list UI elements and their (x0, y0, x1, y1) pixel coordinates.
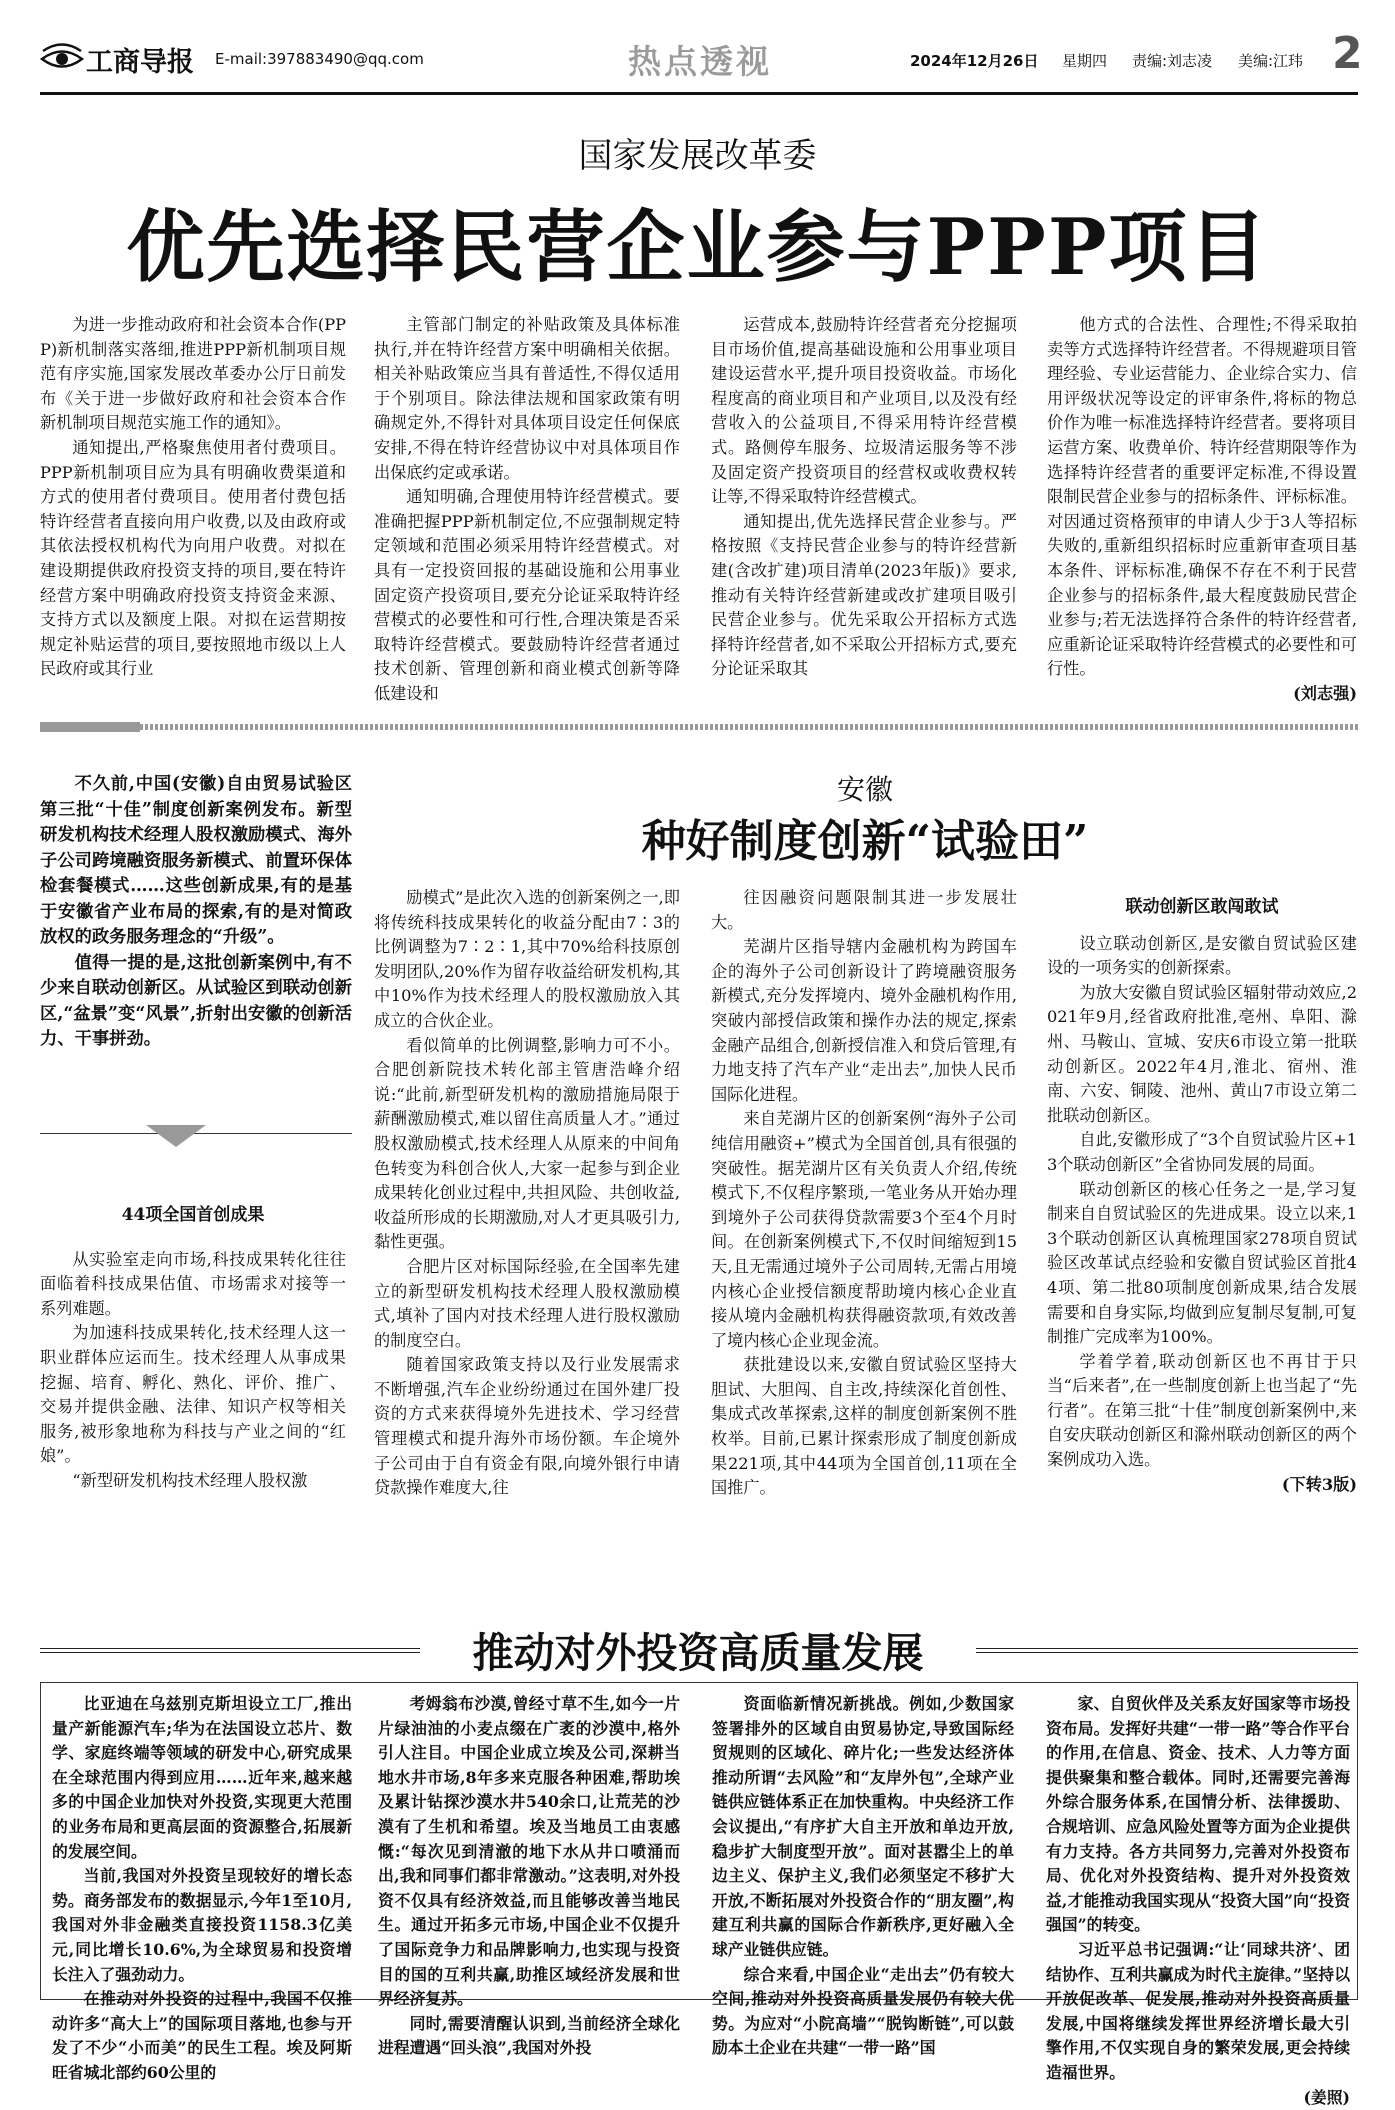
chevron-down-icon (146, 1125, 206, 1147)
paragraph: 励模式”是此次入选的创新案例之一,即将传统科技成果转化的收益分配由7∶3的比例调整为7∶2∶1,其中70%给科技原创发明团队,20%作为留存收益给研发机构,其中10%作为技术经理人的股权激励放入其成立的合伙企业。 (374, 886, 680, 1034)
subheading: 联动创新区敢闯敢试 (1047, 895, 1357, 920)
paragraph: 学着学着,联动创新区也不再甘于只当“后来者”,在一些制度创新上也当起了“先行者”。在第三批“十佳”制度创新案例中,来自安庆联动创新区和滁州联动创新区的两个案例成功入选。 (1047, 1350, 1357, 1473)
masthead (40, 28, 1358, 88)
paragraph: 主管部门制定的补贴政策及具体标准执行,并在特许经营方案中明确相关依据。相关补贴政策应当具有普适性,不得仅适用于个别项目。除法律法规和国家政策有明确规定外,不得针对具体项目设定任何保底安排,不得在特许经营协议中对具体项目作出保底约定或承诺。 (374, 313, 680, 485)
paragraph: 值得一提的是,这批创新案例中,有不少来自联动创新区。从试验区到联动创新区,“盆景”变“风景”,折射出安徽的创新活力、干事拼劲。 (40, 951, 352, 1053)
article-2-lead (40, 772, 352, 1128)
paragraph: 习近平总书记强调:“让‘同球共济’、团结协作、互利共赢成为时代主旋律。”坚持以开放促改革、促发展,推动对外投资高质量发展,中国将继续发挥世界经济增长最大引擎作用,不仅实现自身的繁荣发展,更会持续造福世界。 (1046, 1938, 1350, 2086)
paragraph: 他方式的合法性、合理性;不得采取拍卖等方式选择特许经营者。不得规避项目管理经验、专业运营能力、企业综合实力、信用评级状况等设定的评审条件,将标的物总价作为唯一标准选择特许经营者。要将项目运营方案、收费单价、特许经营期限等作为选择特许经营者的重要评定标准,不得设置限制民营企业参与的招标条件、评标标准。对因通过资格预审的申请人少于3人等招标失败的,重新组织招标时应重新审查项目基本条件、评标标准,确保不存在不利于民营企业参与的招标条件,最大程度鼓励民营企业参与;若无法选择符合条件的特许经营者,应重新论证采取特许经营模式的必要性和可行性。 (1047, 313, 1357, 682)
designer: 美编:江玮 (1238, 50, 1303, 71)
byline: (姜照) (1046, 2086, 1350, 2110)
article-1-column-1 (40, 313, 346, 699)
paragraph: 通知提出,优先选择民营企业参与。严格按照《支持民营企业参与的特许经营新建(含改扩建)项目清单(2023年版)》要求,推动有关特许经营新建或改扩建项目吸引民营企业参与。优先采取公开招标方式选择特许经营者,如不采取公开招标方式,要充分论证采取其 (711, 510, 1017, 682)
continued-note: (下转3版) (1047, 1473, 1357, 1498)
paragraph: 在推动对外投资的过程中,我国不仅推动许多“高大上”的国际项目落地,也参与开发了不少“小而美”的民生工程。埃及阿斯旺省城北部约60公里的 (52, 1987, 352, 2085)
page-number: 2 (1332, 28, 1363, 79)
article-2-column-3 (711, 886, 1017, 1602)
article-2-kicker: 安徽 (374, 768, 1356, 808)
paragraph: 合肥片区对标国际经验,在全国率先建立的新型研发机构技术经理人股权激励模式,填补了国内对技术经理人进行股权激励的制度空白。 (374, 1255, 680, 1353)
paragraph: 往因融资问题限制其进一步发展壮大。 (711, 886, 1017, 935)
paragraph: 比亚迪在乌兹别克斯坦设立工厂,推出量产新能源汽车;华为在法国设立芯片、数学、家庭终端等领域的研发中心,研究成果在全球范围内得到应用……近年来,越来越多的中国企业加快对外投资,实现更大范围的业务布局和更高层面的资源整合,拓展新的发展空间。 (52, 1692, 352, 1864)
paragraph: 为加速科技成果转化,技术经理人这一职业群体应运而生。技术经理人从事成果挖掘、培育、孵化、熟化、评价、推广、交易并提供金融、法律、知识产权等相关服务,被形象地称为科技与产业之间的“红娘”。 (40, 1321, 346, 1469)
subheading: 44项全国首创成果 (40, 1203, 346, 1228)
editor: 责编:刘志凌 (1132, 50, 1212, 71)
article-3-column-2 (378, 1692, 680, 1992)
paragraph: 随着国家政策支持以及行业发展需求不断增强,汽车企业纷纷通过在国外建厂投资的方式来获得境外先进技术、学习经营管理模式和提升海外市场份额。车企境外子公司由于自有资金有限,向境外银行申请贷款操作难度大,往 (374, 1353, 680, 1501)
article-2-column-2 (374, 886, 680, 1602)
weekday: 星期四 (1062, 50, 1107, 71)
article-1-column-3 (711, 313, 1017, 699)
article-2-title: 种好制度创新“试验田” (374, 805, 1356, 869)
paragraph: 获批建设以来,安徽自贸试验区坚持大胆试、大胆闯、自主改,持续深化首创性、集成式改革探索,这样的制度创新案例不胜枚举。目前,已累计探索形成了制度创新成果221项,其中44项为全国首创,11项在全国推广。 (711, 1353, 1017, 1501)
article-1-title: 优先选择民营企业参与PPP项目 (0, 185, 1395, 297)
paragraph: 不久前,中国(安徽)自由贸易试验区第三批“十佳”制度创新案例发布。新型研发机构技术经理人股权激励模式、海外子公司跨境融资服务新模式、前置环保体检套餐模式……这些创新成果,有的是基于安徽省产业布局的探索,有的是对简政放权的政务服务理念的“升级”。 (40, 772, 352, 951)
article-3-column-4 (1046, 1692, 1350, 1992)
paragraph: 通知明确,合理使用特许经营模式。要准确把握PPP新机制定位,不应强制规定特定领域和范围必须采用特许经营模式。对具有一定投资回报的基础设施和公用事业固定资产投资项目,要充分论证采取特许经营模式的必要性和可行性,合理决策是否采取特许经营模式。要鼓励特许经营者通过技术创新、管理创新和商业模式创新等降低建设和 (374, 485, 680, 706)
paragraph: 运营成本,鼓励特许经营者充分挖掘项目市场价值,提高基础设施和公用事业项目建设运营水平,提升项目投资收益。市场化程度高的商业项目和产业项目,以及没有经营收入的公益项目,不得采用特许经营模式。路侧停车服务、垃圾清运服务等不涉及固定资产投资项目的经营权或收费权转让等,不得采取特许经营模式。 (711, 313, 1017, 510)
paragraph: 同时,需要清醒认识到,当前经济全球化进程遭遇“回头浪”,我国对外投 (378, 2012, 680, 2061)
paragraph: 看似简单的比例调整,影响力可不小。合肥创新院技术转化部主管唐浩峰介绍说:“此前,新型研发机构的激励措施局限于薪酬激励模式,难以留住高质量人才。”通过股权激励模式,技术经理人从原来的中间角色转变为科创合伙人,大家一起参与到企业成果转化创业过程中,共担风险、共创收益,收益所形成的长期激励,对人才更具吸引力,黏性更强。 (374, 1034, 680, 1255)
paragraph: 自此,安徽形成了“3个自贸试验片区+13个联动创新区”全省协同发展的局面。 (1047, 1128, 1357, 1177)
paragraph: 通知提出,严格聚焦使用者付费项目。PPP新机制项目应为具有明确收费渠道和方式的使用者付费项目。使用者付费包括特许经营者直接向用户收费,以及由政府或其依法授权机构代为向用户收费。对拟在建设期提供政府投资支持的项目,要在特许经营方案中明确政府投资支持资金来源、支持方式以及额度上限。对拟在运营期按规定补贴运营的项目,要按照地市级以上人民政府或其行业 (40, 436, 346, 682)
paragraph: 家、自贸伙伴及关系友好国家等市场投资布局。发挥好共建“一带一路”等合作平台的作用,在信息、资金、技术、人力等方面提供聚集和整合载体。同时,还需要完善海外综合服务体系,在国情分析、法律援助、合规培训、应急风险处置等方面为企业提供有力支持。各方共同努力,完善对外投资布局、优化对外投资结构、提升对外投资效益,才能推动我国实现从“投资大国”向“投资强国”的转变。 (1046, 1692, 1350, 1938)
date: 2024年12月26日 (910, 50, 1039, 71)
article-2-column-1 (40, 1203, 346, 1603)
header-rule (40, 92, 1358, 95)
paragraph: 资面临新情况新挑战。例如,少数国家签署排外的区域自由贸易协定,导致国际经贸规则的区域化、碎片化;一些发达经济体推动所谓“去风险”和“友岸外包”,全球产业链供应链体系正在加快重构。中央经济工作会议提出,“有序扩大自主开放和单边开放,稳步扩大制度型开放”。面对甚嚣尘上的单边主义、保护主义,我们必须坚定不移扩大开放,不断拓展对外投资合作的“朋友圈”,构建互利共赢的国际合作新秩序,更好融入全球产业链供应链。 (712, 1692, 1014, 1963)
article-2-column-4 (1047, 895, 1357, 1603)
article-3-column-1 (52, 1692, 352, 1992)
paragraph: 设立联动创新区,是安徽自贸试验区建设的一项务实的创新探索。 (1047, 932, 1357, 981)
paper-name: 工商导报 (86, 40, 194, 79)
article-3-column-3 (712, 1692, 1014, 1992)
paragraph: 综合来看,中国企业“走出去”仍有较大空间,推动对外投资高质量发展仍有较大优势。为应对“小院高墙”“脱钩断链”,可以鼓励本土企业在共建“一带一路”国 (712, 1963, 1014, 2061)
article-3-title: 推动对外投资高质量发展 (420, 1620, 976, 1679)
paragraph: 联动创新区的核心任务之一是,学习复制来自自贸试验区的先进成果。设立以来,13个联动创新区认真梳理国家278项自贸试验区改革试点经验和安徽自贸试验区首批44项、第二批80项制度创新成果,结合发展需要和自身实际,均做到应复制尽复制,可复制推广完成率为100%。 (1047, 1178, 1357, 1350)
article-1-column-2 (374, 313, 680, 699)
paragraph: 为进一步推动政府和社会资本合作(PPP)新机制落实落细,推进PPP新机制项目规范有序实施,国家发展改革委办公厅日前发布《关于进一步做好政府和社会资本合作新机制项目规范实施工作的通知》。 (40, 313, 346, 436)
eye-logo-icon (40, 42, 84, 72)
paragraph: 考姆翁布沙漠,曾经寸草不生,如今一片片绿油油的小麦点缀在广袤的沙漠中,格外引人注目。中国企业成立埃及公司,深耕当地水井市场,8年多来克服各种困难,帮助埃及累计钻探沙漠水井540余口,让荒芜的沙漠有了生机和希望。埃及当地员工由衷感慨:“每次见到清澈的地下水从井口喷涌而出,我和同事们都非常激动。”这表明,对外投资不仅具有经济效益,而且能够改善当地民生。通过开拓多元市场,中国企业不仅提升了国际竞争力和品牌影响力,也实现与投资目的国的互利共赢,助推区域经济发展和世界经济复苏。 (378, 1692, 680, 2012)
article-1-kicker: 国家发展改革委 (0, 128, 1395, 177)
section-title: 热点透视 (628, 36, 772, 83)
paragraph: 从实验室走向市场,科技成果转化往往面临着科技成果估值、市场需求对接等一系列难题。 (40, 1248, 346, 1322)
paragraph: “新型研发机构技术经理人股权激 (40, 1469, 346, 1494)
byline: (刘志强) (1047, 682, 1357, 707)
section-divider (40, 724, 1358, 730)
article-1-column-4 (1047, 313, 1357, 699)
paragraph: 来自芜湖片区的创新案例“海外子公司纯信用融资+”模式为全国首创,具有很强的突破性。据芜湖片区有关负责人介绍,传统模式下,不仅程序繁琐,一笔业务从开始办理到境外子公司获得贷款需要3个至4个月时间。在创新案例模式下,不仅时间缩短到15天,且无需通过境外子公司周转,无需占用境内核心企业授信额度帮助境内核心企业直接从境内金融机构获得融资款项,有效改善了境内核心企业现金流。 (711, 1107, 1017, 1353)
email: E-mail:397883490@qq.com (215, 50, 424, 68)
paragraph: 为放大安徽自贸试验区辐射带动效应,2021年9月,经省政府批准,亳州、阜阳、滁州、马鞍山、宣城、安庆6市设立第一批联动创新区。2022年4月,淮北、宿州、淮南、六安、铜陵、池州、黄山7市设立第二批联动创新区。 (1047, 981, 1357, 1129)
paragraph: 当前,我国对外投资呈现较好的增长态势。商务部发布的数据显示,今年1至10月,我国对外非金融类直接投资1158.3亿美元,同比增长10.6%,为全球贸易和投资增长注入了强劲动力。 (52, 1864, 352, 1987)
section-divider-bar (40, 722, 140, 732)
paragraph: 芜湖片区指导辖内金融机构为跨国车企的海外子公司创新设计了跨境融资服务新模式,充分发挥境内、境外金融机构作用,突破内部授信政策和操作办法的规定,探索金融产品组合,创新授信准入和贷后管理,有力地支持了汽车产业“走出去”,加快人民币国际化进程。 (711, 935, 1017, 1107)
